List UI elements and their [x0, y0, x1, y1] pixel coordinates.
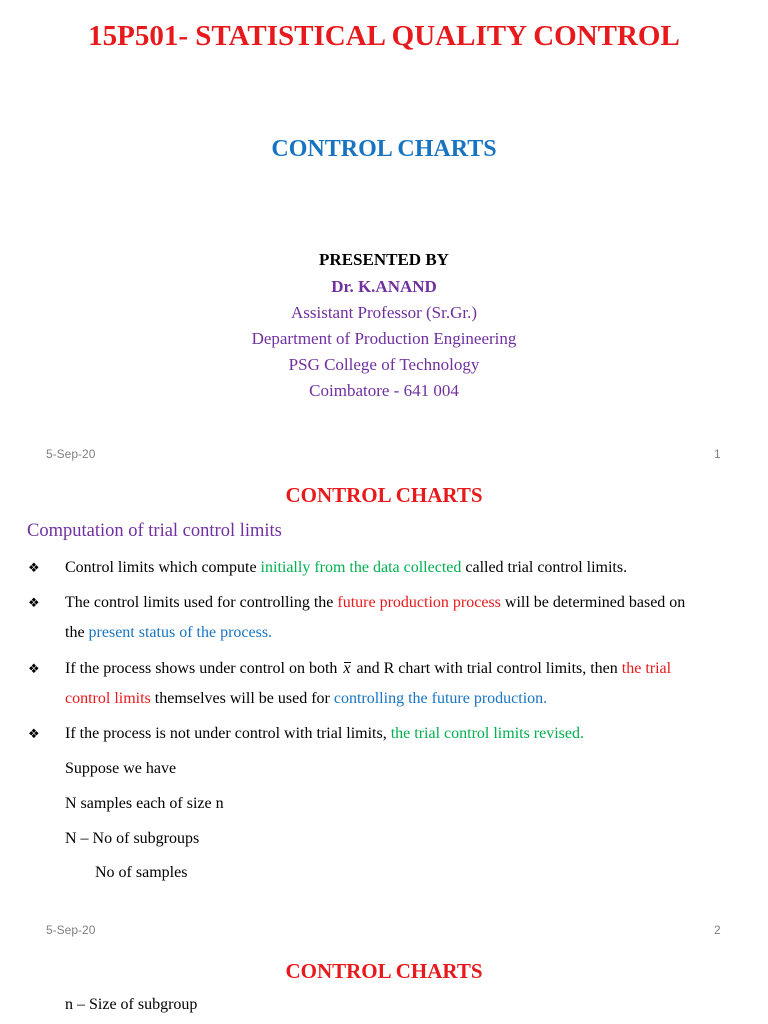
- subgroups-line: N – No of subgroups: [65, 830, 200, 847]
- presented-by-label: PRESENTED BY: [319, 250, 449, 269]
- diamond-bullet-icon: ❖: [28, 662, 40, 677]
- samples-line: N samples each of size n: [65, 795, 224, 812]
- slide-2-title: CONTROL CHARTS: [285, 483, 483, 507]
- subgroup-size-line: n – Size of subgroup: [65, 996, 198, 1013]
- slide-3-title: CONTROL CHARTS: [285, 959, 483, 983]
- diamond-bullet-icon: ❖: [28, 727, 40, 742]
- presenter-name: Dr. K.ANAND: [331, 277, 437, 296]
- diamond-bullet-icon: ❖: [28, 596, 40, 611]
- course-title: 15P501- STATISTICAL QUALITY CONTROL: [88, 20, 680, 52]
- bullet-3-highlight-blue: controlling the future production.: [333, 690, 548, 707]
- bullet-3-part-a: If the process shows under control on both: [65, 660, 342, 677]
- presenter-department: Department of Production Engineering: [251, 329, 517, 348]
- bullet-2-part-c: will be determined based on: [500, 594, 686, 611]
- diamond-bullet-icon: ❖: [28, 561, 40, 576]
- presenter-designation: Assistant Professor (Sr.Gr.): [290, 303, 478, 322]
- no-of-samples-line: No of samples: [95, 864, 188, 881]
- bullet-2-highlight-red: future production process: [337, 594, 501, 611]
- slide-2-date: 5-Sep-20: [46, 923, 96, 937]
- supposition-line: Suppose we have: [65, 760, 177, 777]
- slide-1-date: 5-Sep-20: [46, 447, 96, 461]
- bullet-4-highlight: the trial control limits revised.: [390, 725, 585, 742]
- bullet-3-highlight-red-2: control limits: [65, 690, 151, 707]
- bullet-4-part-a: If the process is not under control with trial limits,: [65, 725, 391, 742]
- slide-1-page-number: 1: [714, 447, 721, 461]
- bullet-1-part-c: called trial control limits.: [461, 559, 628, 576]
- bullet-3-highlight-red-1: the trial: [621, 660, 672, 677]
- bullet-3-part-e: themselves will be used for: [150, 690, 334, 707]
- section-heading: Computation of trial control limits: [27, 521, 282, 541]
- topic-title: CONTROL CHARTS: [271, 136, 497, 162]
- presenter-college: PSG College of Technology: [288, 355, 480, 374]
- slide-2-page-number: 2: [714, 923, 721, 937]
- bullet-2-part-a: The control limits used for controlling the: [65, 594, 338, 611]
- bullet-2-part-d: the: [65, 624, 89, 641]
- bullet-1-part-a: Control limits which compute: [65, 559, 261, 576]
- bullet-1-highlight: initially from the data collected: [260, 559, 462, 576]
- x-bar-symbol: x: [343, 660, 351, 677]
- presenter-city: Coimbatore - 641 004: [309, 381, 459, 400]
- bullet-2-highlight-blue: present status of the process.: [88, 624, 273, 641]
- bullet-3-part-b: and R chart with trial control limits, then: [352, 660, 622, 677]
